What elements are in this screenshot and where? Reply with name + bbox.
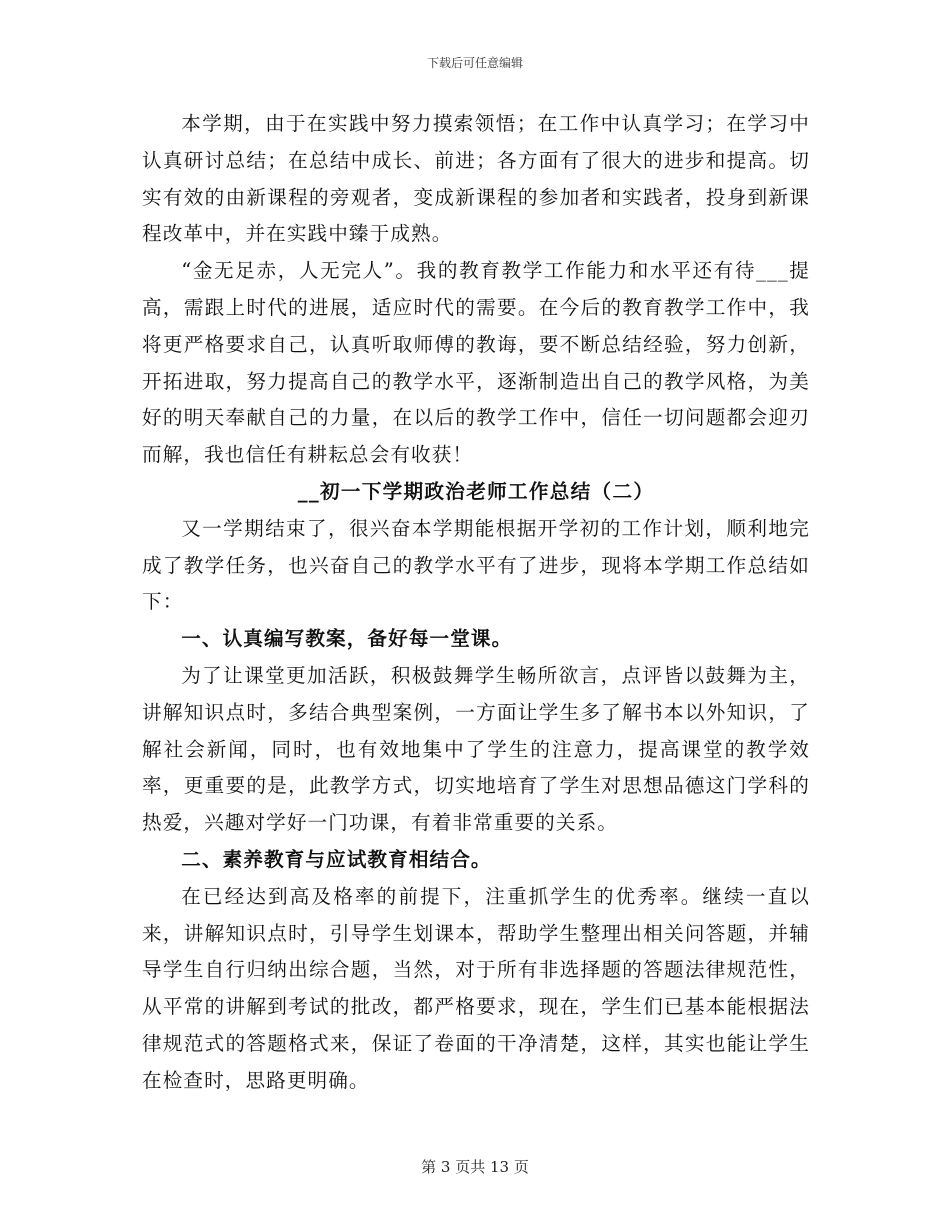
- paragraph: 又一学期结束了，很兴奋本学期能根据开学初的工作计划，顺利地完成了教学任务，也兴奋自己的教学水平有了进步，现将本学期工作总结如下：: [142, 516, 810, 614]
- paragraph: 本学期，由于在实践中努力摸索领悟；在工作中认真学习；在学习中认真研讨总结；在总结中成长、前进；各方面有了很大的进步和提高。切实有效的由新课程的旁观者，变成新课程的参加者和实践者，投身到新课程改革中，并在实践中臻于成熟。: [142, 112, 810, 246]
- document-body: [142, 106, 810, 1100]
- paragraph: “金无足赤，人无完人”。我的教育教学工作能力和水平还有待___提高，需跟上时代的进展，适应时代的需要。在今后的教育教学工作中，我将更严格要求自己，认真听取师傅的教诲，要不断总结经验，努力创新，开拓进取，努力提高自己的教学水平，逐渐制造出自己的教学风格，为美好的明天奉献自己的力量，在以后的教学工作中，信任一切问题都会迎刃而解，我也信任有耕耘总会有收获！: [142, 259, 810, 467]
- running-header: 下载后可任意编辑: [426, 56, 523, 70]
- page-number: 第 3 页共 13 页: [421, 1158, 529, 1176]
- section-heading: 一、认真编写教案，备好每一堂课。: [181, 627, 513, 651]
- section-heading: 二、素养教育与应试教育相结合。: [181, 847, 492, 871]
- paragraph: 在已经达到高及格率的前提下，注重抓学生的优秀率。继续一直以来，讲解知识点时，引导学生划课本，帮助学生整理出相关问答题，并辅导学生自行归纳出综合题，当然，对于所有非选择题的答题法律规范性，从平常的讲解到考试的批改，都严格要求，现在，学生们已基本能根据法律规范式的答题格式来，保证了卷面的干净清楚，这样，其实也能让学生在检查时，思路更明确。: [142, 884, 810, 1092]
- paragraph: 为了让课堂更加活跃，积极鼓舞学生畅所欲言，点评皆以鼓舞为主，讲解知识点时，多结合典型案例，一方面让学生多了解书本以外知识，了解社会新闻，同时，也有效地集中了学生的注意力，提高课堂的教学效率，更重要的是，此教学方式，切实地培育了学生对思想品德这门学科的热爱，兴趣对学好一门功课，有着非常重要的关系。: [142, 663, 810, 835]
- document-title: __初一下学期政治老师工作总结（二）: [297, 479, 655, 503]
